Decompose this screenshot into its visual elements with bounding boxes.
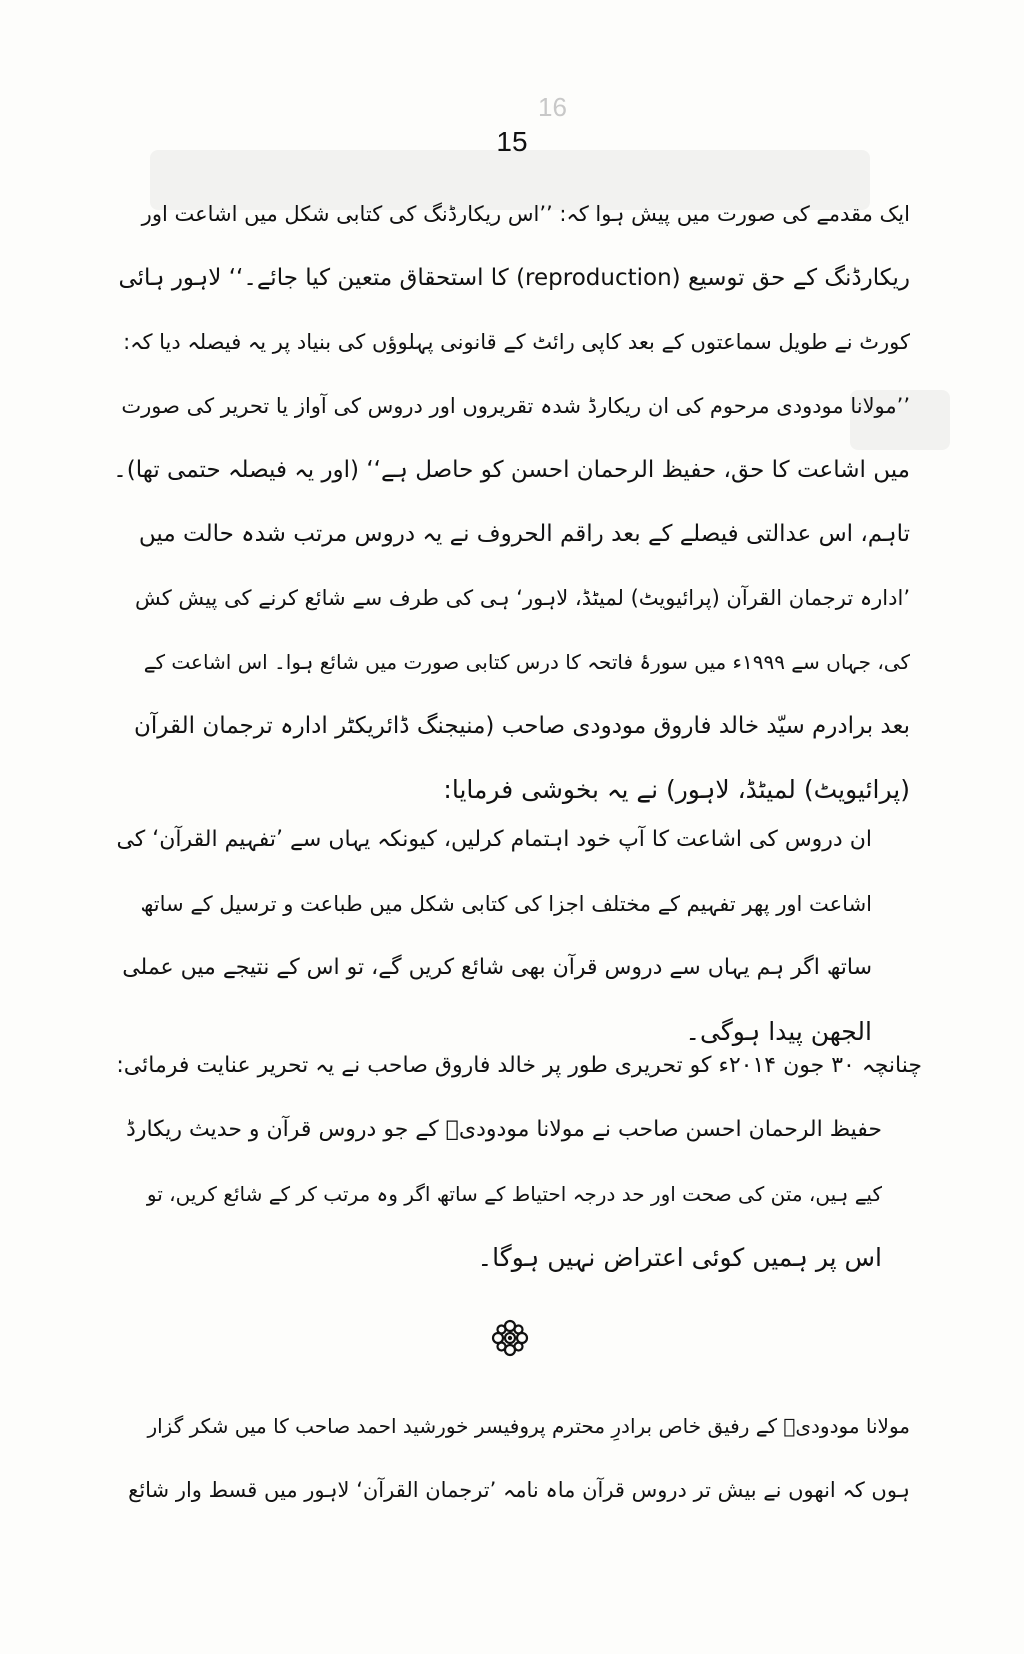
intro-paragraph: [110, 182, 910, 822]
text-line: اس پر ہمیں کوئی اعتراض نہیں ہوگا۔: [477, 1243, 882, 1272]
text-line: میں اشاعت کا حق، حفیظ الرحمان احسن کو حاصل ہے‘‘ (اور یہ فیصلہ حتمی تھا)۔: [113, 457, 910, 483]
text-line: ریکارڈنگ کے حق توسیع (reproduction) کا استحقاق متعین کیا جائے۔‘‘ لاہور ہائی: [118, 265, 910, 291]
text-line: کورٹ نے طویل سماعتوں کے بعد کاپی رائٹ کے قانونی پہلوؤں کی بنیاد پر یہ فیصلہ دیا کہ:: [123, 330, 910, 354]
text-line: ساتھ اگر ہم یہاں سے دروس قرآن بھی شائع کریں گے، تو اس کے نتیجے میں عملی: [122, 955, 872, 980]
floral-ornament-icon: [490, 1318, 530, 1358]
text-line: بعد برادرم سیّد خالد فاروق مودودی صاحب (منیجنگ ڈائریکٹر ادارہ ترجمان القرآن: [134, 713, 910, 739]
text-line: مولانا مودودیؒ کے رفیق خاص برادرِ محترم پروفیسر خورشید احمد صاحب کا میں شکر گزار: [147, 1414, 910, 1438]
text-line: ان دروس کی اشاعت کا آپ خود اہتمام کرلیں، کیونکہ یہاں سے ’تفہیم القرآن‘ کی: [116, 827, 872, 852]
text-line: چنانچہ ۳۰ جون ۲۰۱۴ء کو تحریری طور پر خالد فاروق صاحب نے یہ تحریر عنایت فرمائی:: [116, 1053, 922, 1078]
text-line: (پرائیویٹ) لمیٹڈ، لاہور) نے یہ بخوشی فرمایا:: [443, 775, 910, 804]
text-line: تاہم، اس عدالتی فیصلے کے بعد راقم الحروف نے یہ دروس مرتب شدہ حالت میں: [138, 521, 910, 547]
text-line: ’’مولانا مودودی مرحوم کی ان ریکارڈ شدہ تقریروں اور دروس کی آواز یا تحریر کی صورت: [121, 394, 910, 418]
page-number: 15: [496, 126, 528, 157]
text-line: الجھن پیدا ہوگی۔: [685, 1017, 872, 1046]
written-statement: [112, 1034, 922, 1290]
text-line: کیے ہیں، متن کی صحت اور حد درجہ احتیاط کے ساتھ اگر وہ مرتب کر کے شائع کریں، تو: [146, 1182, 882, 1206]
text-line: کی، جہاں سے ۱۹۹۹ء میں سورۂ فاتحہ کا درس کتابی صورت میں شائع ہوا۔ اس اشاعت کے: [143, 650, 910, 674]
quoted-statement: [112, 808, 872, 1064]
text-line: حفیظ الرحمان احسن صاحب نے مولانا مودودیؒ کے جو دروس قرآن و حدیث ریکارڈ: [126, 1117, 882, 1142]
bleed-through-page-number: 16: [538, 92, 567, 122]
text-line: ہوں کہ انھوں نے بیش تر دروس قرآن ماہ نامہ ’ترجمان القرآن‘ لاہور میں قسط وار شائع: [128, 1478, 910, 1502]
closing-paragraph: [110, 1394, 910, 1522]
text-line: ’ادارہ ترجمان القرآن (پرائیویٹ) لمیٹڈ، لاہور‘ ہی کی طرف سے شائع کرنے کی پیش کش: [134, 586, 910, 610]
text-line: ایک مقدمے کی صورت میں پیش ہوا کہ: ’’اس ریکارڈنگ کی کتابی شکل میں اشاعت اور: [141, 202, 910, 226]
text-line: اشاعت اور پھر تفہیم کے مختلف اجزا کی کتابی شکل میں طباعت و ترسیل کے ساتھ: [140, 892, 872, 916]
